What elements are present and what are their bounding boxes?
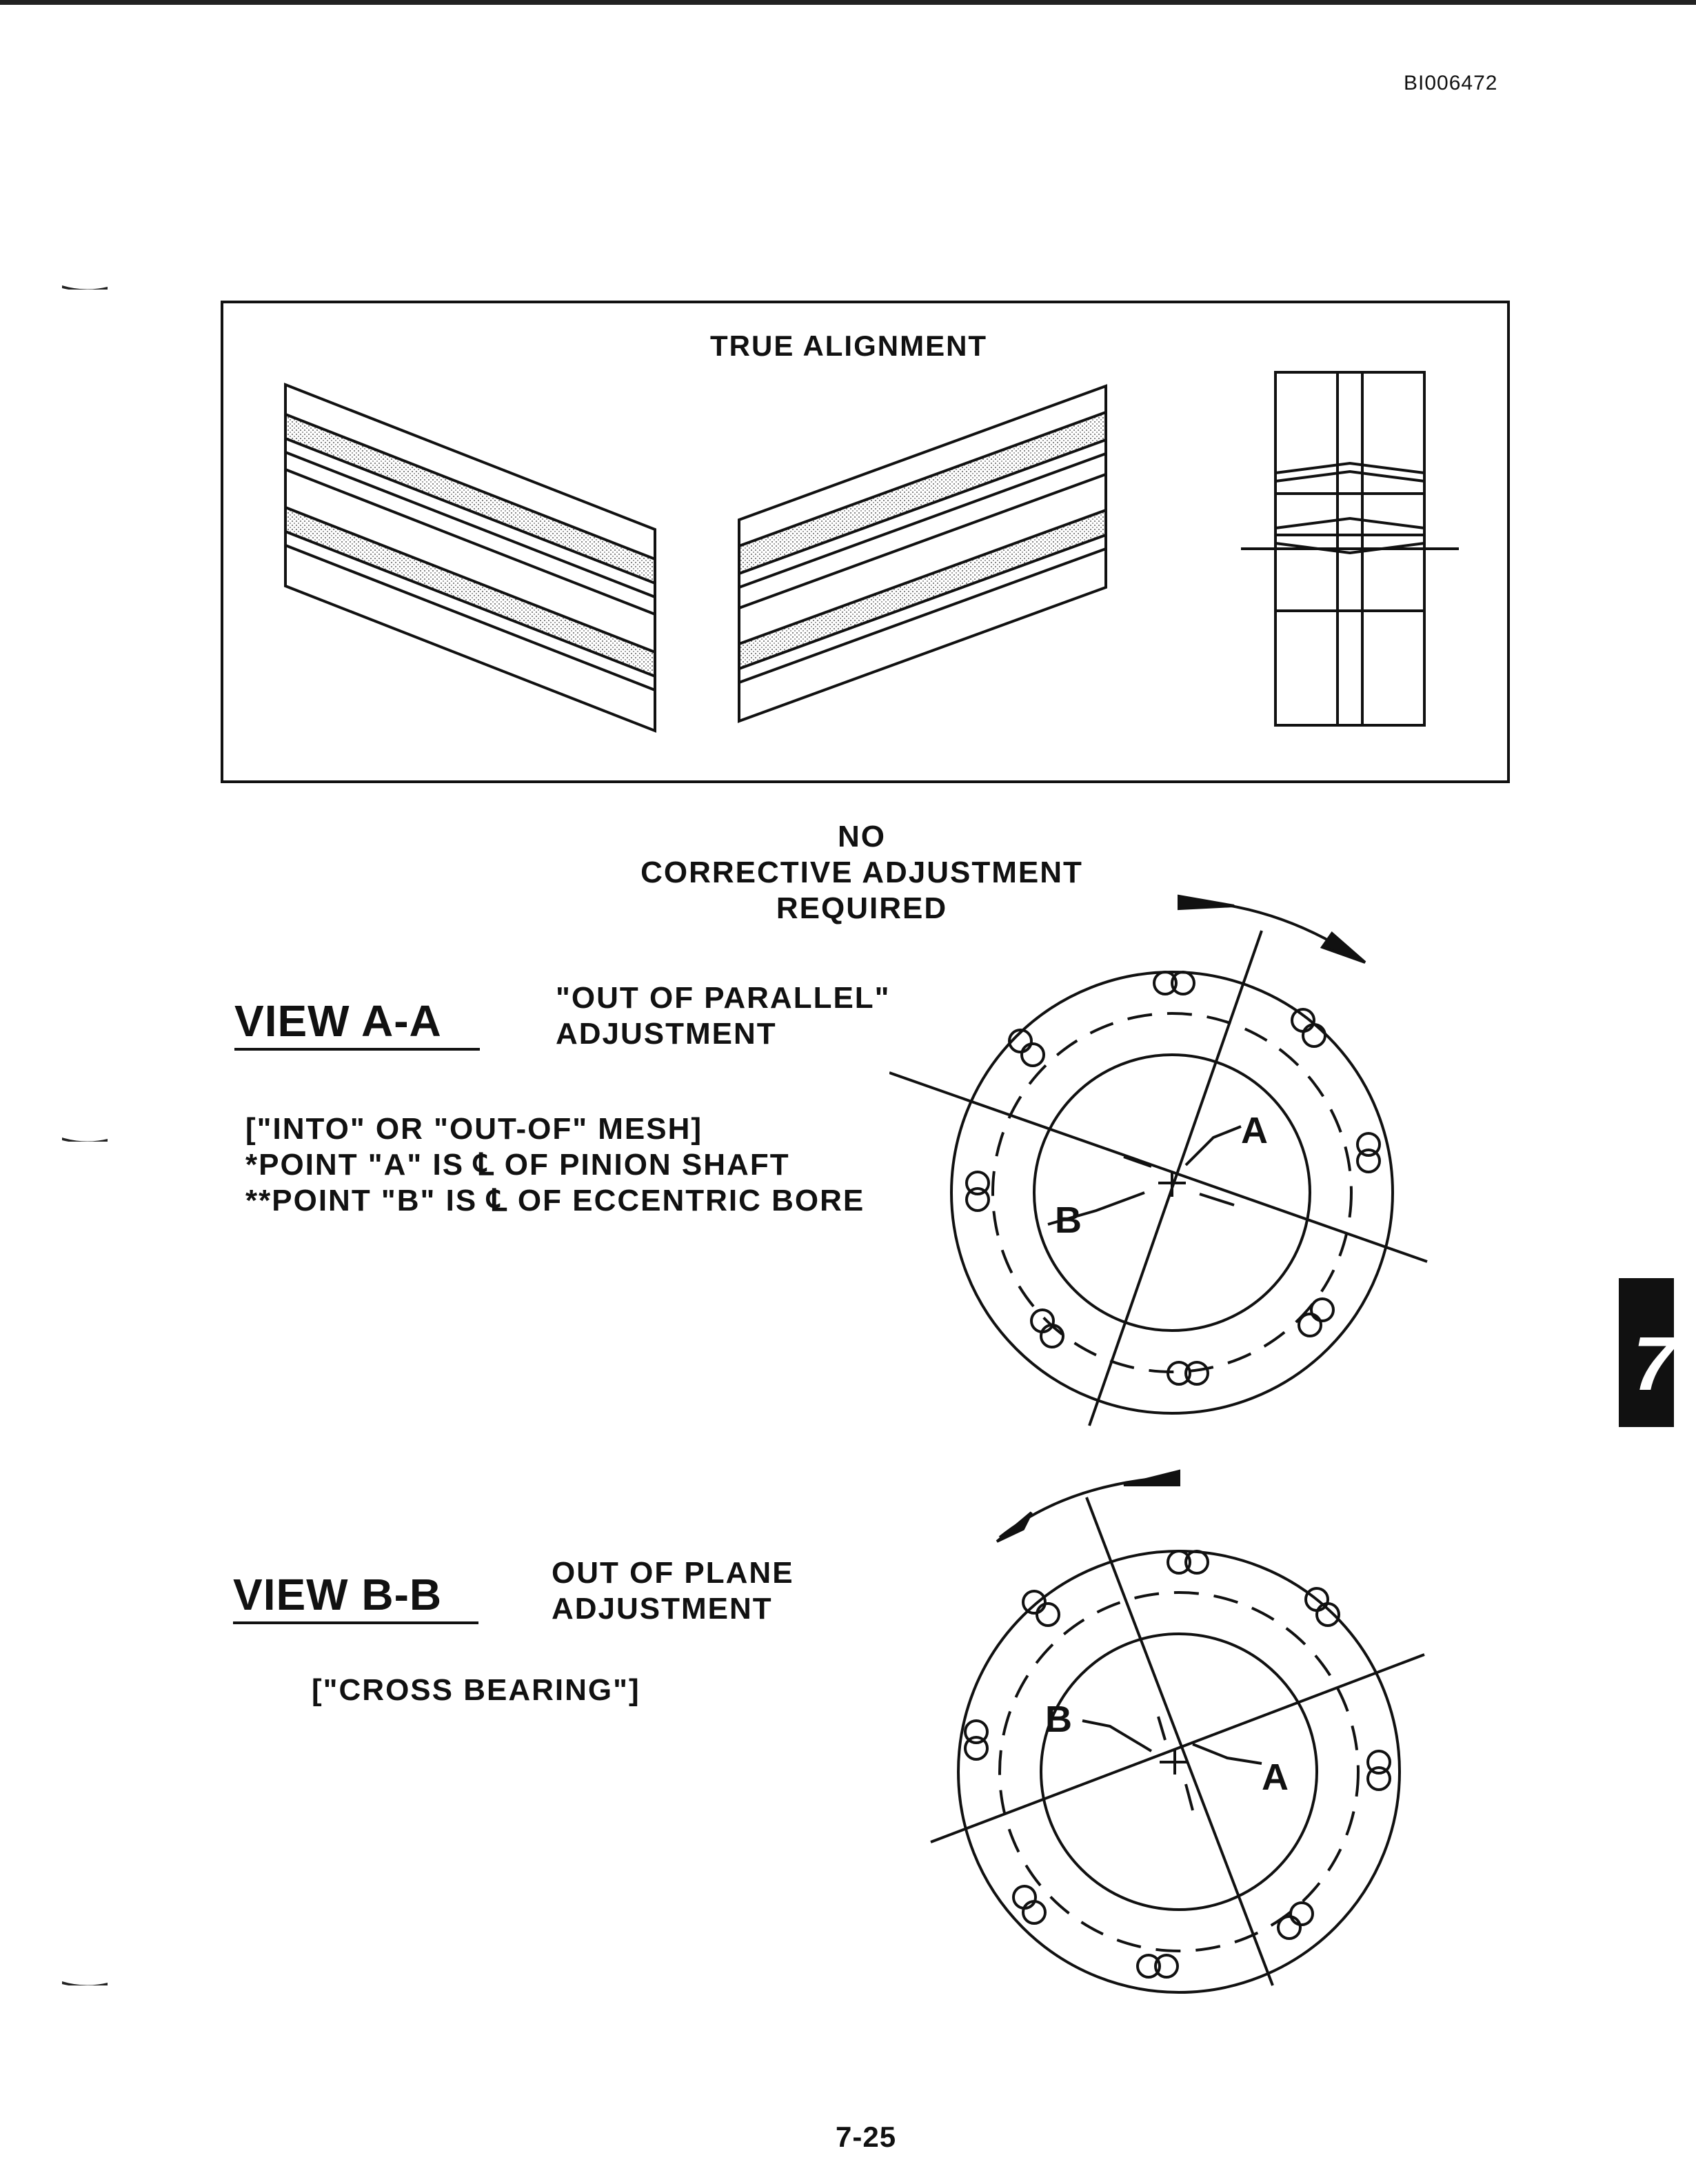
true-alignment-diagram xyxy=(221,301,1510,783)
view-a-subtitle-line: "OUT OF PARALLEL" xyxy=(556,981,891,1015)
point-b-label: B xyxy=(1055,1200,1082,1241)
section-tab-number: 7 xyxy=(1633,1322,1675,1406)
true-alignment-title: TRUE ALIGNMENT xyxy=(710,330,988,362)
view-b-subtitle-line: OUT OF PLANE xyxy=(552,1556,794,1590)
margin-mark xyxy=(61,1979,109,1985)
view-b-notes: ["CROSS BEARING"] xyxy=(312,1673,640,1707)
rotation-arrow-icon xyxy=(1179,896,1234,909)
gear-teeth-left xyxy=(285,385,655,731)
view-b-subtitle-line: ADJUSTMENT xyxy=(552,1592,773,1626)
section-tab xyxy=(1619,1278,1674,1427)
document-id: BI006472 xyxy=(1404,72,1498,94)
view-b-subtitle xyxy=(552,1555,794,1627)
view-a-notes: ["INTO" OR "OUT-OF" MESH] *POINT "A" IS ℄ OF PINION SHAFT **POINT "B" IS ℄ OF ECCENTRIC BORE xyxy=(245,1112,865,1217)
view-b-flange-diagram xyxy=(903,1455,1455,2027)
view-a-subtitle-line: ADJUSTMENT xyxy=(556,1017,777,1051)
point-a-label: A xyxy=(1241,1110,1268,1151)
caption-line: NO xyxy=(838,820,886,853)
view-a-flange-diagram xyxy=(889,876,1455,1441)
caption-line: REQUIRED xyxy=(776,891,948,925)
gear-teeth-right xyxy=(739,386,1106,721)
top-scan-edge xyxy=(0,0,1696,5)
view-a-title: VIEW A-A xyxy=(234,995,480,1051)
page-number: 7-25 xyxy=(836,2121,897,2153)
margin-mark xyxy=(61,1135,109,1142)
margin-mark xyxy=(61,283,109,290)
gear-side-view xyxy=(1241,372,1459,725)
view-b-title: VIEW B-B xyxy=(233,1569,478,1624)
point-a-label: A xyxy=(1262,1757,1289,1798)
view-a-subtitle xyxy=(556,980,891,1052)
point-b-label: B xyxy=(1045,1699,1072,1740)
caption-line: CORRECTIVE ADJUSTMENT xyxy=(640,856,1083,889)
bolt-holes xyxy=(965,1551,1390,1977)
